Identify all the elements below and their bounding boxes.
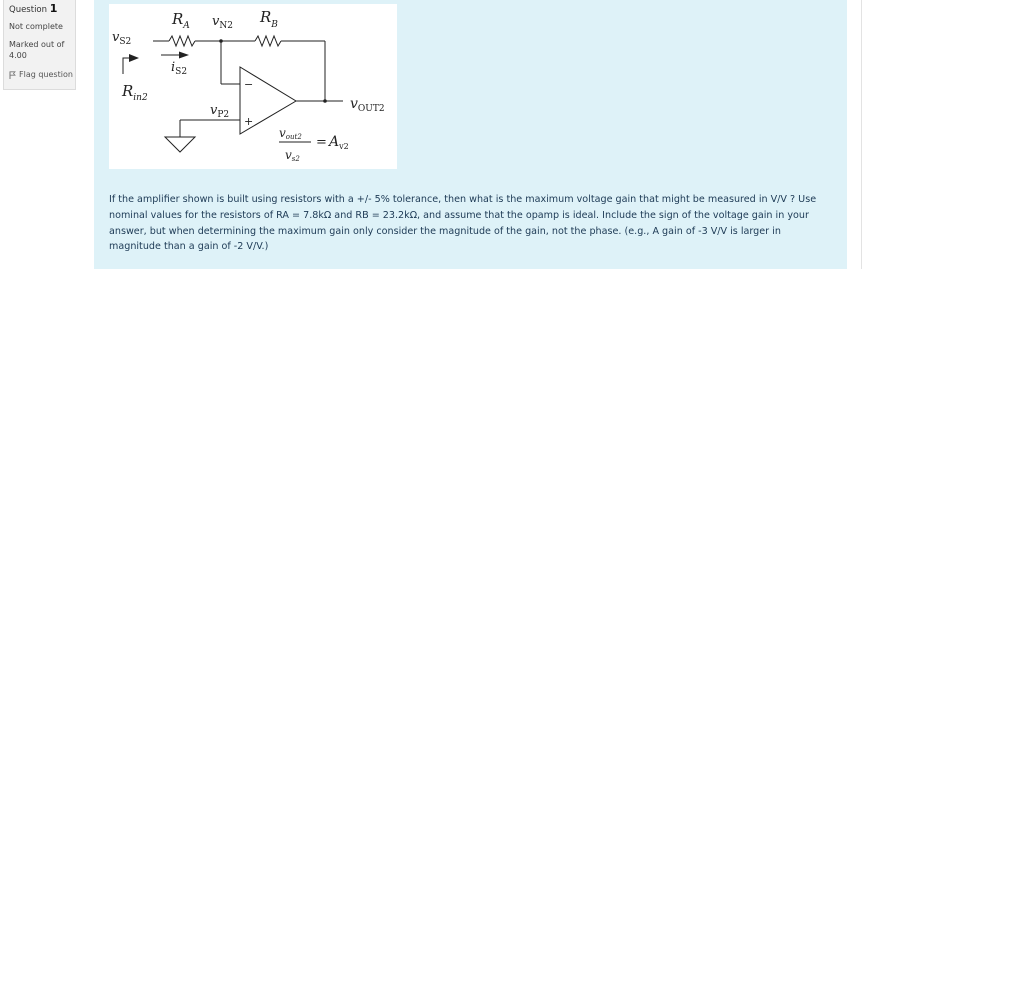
question-text: If the amplifier shown is built using resistors with a +/- 5% tolerance, then what is the maximum voltage gain that might be measured in V/V ? Use nominal values for the resistors of RA = 7.8kΩ and RB = 23.2kΩ, and assume that the opamp is ideal. Include the sign of the voltage gain in your answer, but when determining the maximum gain only consider the magnitude of the gain, not the phase. (e.g., A gain of -3 V/V is larger in magnitude than a gain of -2 V/V.) — [109, 194, 817, 253]
question-number: 1 — [49, 2, 58, 15]
question-label: Question — [9, 5, 48, 15]
node-vn2 — [219, 39, 223, 43]
label-vp2: $v_{P2}$ — [210, 103, 230, 120]
circuit-diagram — [109, 4, 397, 169]
gain-equals: = — [316, 135, 327, 150]
flag-question-link[interactable] — [9, 69, 75, 80]
ground-symbol — [165, 137, 195, 152]
node-output — [323, 99, 327, 103]
gain-symbol: $A_{v2}$ — [329, 134, 349, 151]
question-grade: Marked out of 4.00 — [9, 40, 65, 60]
gain-denominator: vs2 — [285, 148, 300, 163]
rin-arrow — [129, 54, 139, 62]
resistor-rb — [255, 36, 281, 46]
resistor-ra — [169, 36, 195, 46]
gain-numerator: vout2 — [279, 126, 302, 141]
current-arrow-head — [179, 52, 189, 59]
opamp-minus-sign: − — [244, 78, 254, 91]
label-vn2: $v_{N2}$ — [212, 14, 233, 31]
label-rb: $R_B$ — [260, 8, 278, 30]
flag-icon — [9, 71, 16, 79]
question-state: Not complete — [9, 22, 63, 31]
label-rin2: $R_{in2}$ — [122, 82, 148, 103]
question-info-panel — [3, 0, 76, 90]
rin-bracket — [123, 58, 129, 74]
circuit-figure — [109, 4, 397, 169]
question-number-line — [9, 3, 75, 16]
label-ra: $R_A$ — [172, 10, 190, 31]
question-content — [94, 0, 847, 269]
label-vs2: $v_{S2}$ — [112, 30, 132, 47]
content-divider — [861, 0, 862, 269]
flag-question-label: Flag question — [19, 70, 73, 79]
label-vout2: $v_{OUT2}$ — [350, 96, 385, 114]
opamp-plus-sign: + — [244, 115, 254, 128]
label-is2: $i_{S2}$ — [171, 60, 188, 77]
